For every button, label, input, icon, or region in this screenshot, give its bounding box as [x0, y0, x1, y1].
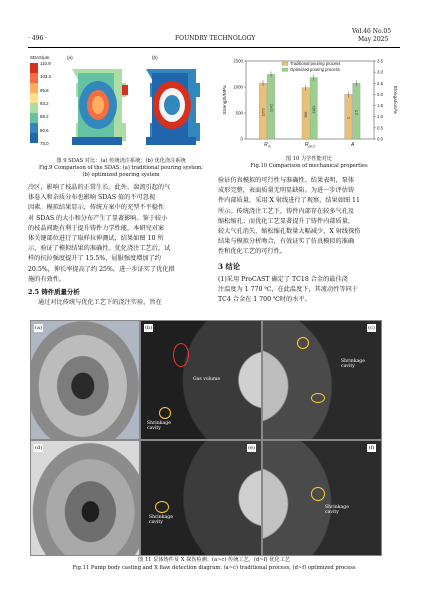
xray-photo-b: [140, 320, 262, 440]
conclusion-line: (1)采用 ProCAST 确定了 TC18 合金的最佳浇: [218, 276, 348, 283]
left-paragraph-1-line: 体卷入和杂质分布也影响 SDAS 值的不可忽视: [28, 194, 156, 202]
sdas-scale-swatch: [30, 103, 38, 113]
xray-photo-e: [140, 440, 262, 556]
y-right-tick-label: 2.0: [377, 91, 384, 97]
right-paragraph-1-line: 性和优化工艺的可行性。: [218, 248, 287, 256]
left-paragraph-1-line: 示，验证了模拟结果的准确性。优化浇注工艺后，试: [28, 245, 171, 253]
sdas-scale-swatch: [30, 123, 38, 133]
panel-b-label: (b): [152, 55, 158, 60]
left-paragraph-1: [28, 183, 208, 285]
legend-label: Optimized pouring process: [290, 67, 340, 72]
y-right-tick-label: 1.5: [377, 103, 384, 109]
sdas-scale-swatch: [30, 63, 38, 73]
casting-photo-d: [30, 440, 140, 556]
left-paragraph-1-line: 因素。模拟结果显示，传统方案中的充型不平稳性: [28, 204, 165, 212]
fig11-caption-en: Fig.11 Pump body casting and X flaw detection diagram: (a~c) traditional process; (d~f) optimized process: [72, 565, 356, 571]
gas-volume-marker: [173, 343, 189, 367]
x-tick-label: $R_{p0.2}$: [304, 142, 316, 149]
bar-value-label: 1181: [312, 105, 316, 114]
sdas-scale-value: 80.6: [40, 127, 49, 133]
x-tick-label: A: [350, 142, 355, 148]
shrinkage-label-b: Shrinkage cavity: [147, 421, 171, 432]
panel-a-label: (a): [67, 55, 73, 60]
xray-photo-f: [262, 440, 382, 556]
right-paragraph-1: [218, 176, 400, 258]
left-paragraph-2: 通过对比传统与优化工艺下的浇注实验，旨在: [38, 299, 162, 306]
conclusion-line: 注温度为 1 770 ℃，在此温度下，其流动性等同于: [218, 286, 358, 294]
shrinkage-label-c: Shrinkage cavity: [341, 359, 365, 370]
conclusion-paragraph: [218, 275, 400, 306]
casting-photo-a: [30, 320, 140, 440]
right-paragraph-1-line: 较大气孔消失，缩松缩孔数量大幅减少，X 射线探伤: [218, 228, 361, 236]
sdas-scale-swatch: [30, 93, 38, 103]
mechanical-properties-chart: [218, 55, 400, 155]
fig9-caption-cn: 图 9 SDAS 对比：(a) 传统浇注系统；(b) 优化浇注系统: [56, 158, 186, 164]
left-paragraph-1-line: 20.5%，伸长率提高了约 25%，进一步证实了优化措: [28, 265, 175, 273]
y-left-tick-label: 1500: [233, 58, 243, 64]
panel-label-d: (d): [34, 445, 43, 451]
panel-label-b: (b): [144, 325, 153, 331]
header-rule: [28, 47, 400, 48]
sdas-casting-b: [140, 63, 204, 149]
xray-photo-c: [262, 320, 382, 440]
journal-date: May 2025: [358, 36, 389, 43]
left-paragraph-1-line: 的枝晶间距有利于提升铸件力学性能，本研究对案: [28, 224, 165, 232]
fig11-caption-cn: 图 11 泵体铸件及 X 探伤检测：(a~c) 传统工艺，(d~f) 优化工艺: [138, 557, 290, 563]
panel-label-f: (f): [368, 445, 375, 451]
figure-9: [30, 55, 206, 155]
right-paragraph-1-line: 所示。传统浇注工艺下，铸件内部存在较多气孔及: [218, 207, 355, 215]
right-paragraph-1-line: 结果与模拟分析吻合，有效证实了仿真模拟的准确: [218, 238, 355, 246]
gas-volume-label: Gas volume: [193, 377, 221, 382]
y-left-tick-label: 0: [240, 136, 243, 142]
left-paragraph-1-line: 样的抗拉强度提升了 15.5%，屈服强度增加了约: [28, 255, 161, 263]
sdas-scale-value: 110.9: [40, 61, 51, 66]
y-left-axis-label: Strength/MPa: [223, 85, 228, 115]
left-paragraph-1-line: 冷区，影响了枝晶的正常生长。此外，湍流引起的气: [28, 184, 171, 191]
sdas-scale-values: [40, 61, 62, 145]
sdas-scale-value: 93.2: [40, 101, 49, 106]
x-tick-label: $R_m$: [264, 142, 271, 149]
sdas-scale-value: 88.2: [40, 114, 49, 120]
fig10-caption-cn: 图 10 力学性能对比: [285, 156, 333, 162]
sdas-scale-value: 95.8: [40, 87, 49, 93]
y-right-tick-label: 0.0: [377, 136, 384, 142]
shrinkage-marker-f: [311, 487, 325, 501]
journal-volume: Vol.46 No.05: [352, 28, 392, 35]
right-paragraph-1-line: 缩松缩孔；而优化工艺显著提升了铸件内部质量，: [218, 217, 355, 225]
bar-value-label: 2: [346, 117, 351, 120]
legend-swatch: [282, 68, 288, 71]
section-2-5-heading: 2.5 铸件质量分析: [28, 288, 80, 296]
bar-value-label: 2.5: [354, 109, 359, 115]
shrinkage-label-f: Shrinkage cavity: [325, 505, 349, 516]
page-number: · 496 ·: [28, 35, 48, 42]
bar-value-label: 1075: [261, 108, 266, 117]
legend-swatch: [282, 62, 288, 65]
y-left-tick-label: 1000: [233, 84, 243, 90]
right-paragraph-1-line: 成形完整，表面质量无明显缺陷。为进一步评估铸: [218, 187, 355, 195]
y-right-tick-label: 3.0: [377, 69, 384, 75]
y-right-tick-label: 1.0: [377, 114, 384, 120]
y-right-tick-label: 2.5: [377, 80, 384, 86]
bar-value-label: 1242: [269, 104, 274, 113]
left-paragraph-1-line: 施的有效性。: [28, 275, 66, 283]
bar-traditional: [345, 94, 352, 139]
legend-label: Traditional pouring process: [290, 61, 341, 66]
bar-value-label: 986: [304, 111, 308, 118]
sdas-color-scale: [30, 63, 38, 143]
sdas-scale-swatch: [30, 113, 38, 123]
y-right-tick-label: 3.5: [377, 58, 384, 64]
y-right-axis-label: Elongation/%: [392, 85, 397, 115]
sdas-scale-swatch: [30, 83, 38, 93]
y-right-tick-label: 0.5: [377, 125, 384, 131]
shrinkage-marker-e: [155, 501, 169, 513]
sdas-casting-a: [68, 63, 130, 149]
panel-label-c: (c): [368, 325, 375, 331]
y-left-tick-label: 500: [235, 110, 243, 116]
sdas-scale-value: 73.0: [40, 141, 49, 146]
shrinkage-label-e: Shrinkage cavity: [149, 515, 173, 526]
shrinkage-marker-c1: [297, 337, 309, 349]
fig9-caption-en-2: (b) optimized pouring system: [82, 172, 160, 178]
fig10-caption-en: Fig.10 Comparison of mechanical properties: [250, 163, 368, 169]
journal-name: FOUNDRY TECHNOLOGY: [175, 35, 256, 42]
section-3-heading: 3 结论: [218, 262, 240, 271]
panel-label-a: (a): [35, 325, 42, 331]
left-paragraph-1-line: 对 SDAS 的大小和分布产生了显著影响。鉴于较小: [28, 214, 168, 222]
shrinkage-marker-b: [159, 407, 171, 419]
sdas-scale-swatch: [30, 133, 38, 143]
sdas-scale-value: 103.3: [40, 74, 51, 80]
panel-label-e: (e): [248, 445, 255, 451]
left-paragraph-1-line: 体关键部位进行了取样拉伸测试，结果如图 10 所: [28, 235, 164, 243]
conclusion-line: TC4 合金在 1 700 ℃时的水平。: [218, 296, 311, 304]
right-paragraph-1-line: 验证仿真模拟的可行性与准确性。结果表明，泵体: [218, 177, 355, 184]
sdas-scale-title: SDAS/μm: [30, 55, 50, 60]
shrinkage-marker-c2: [311, 393, 325, 403]
fig9-caption-en-1: Fig.9 Comparison of the SDAS: (a) traditional pouring system;: [38, 165, 204, 171]
sdas-scale-swatch: [30, 73, 38, 83]
right-paragraph-1-line: 件内部质量，采用 X 射线进行了观察，结果如图 11: [218, 197, 360, 205]
